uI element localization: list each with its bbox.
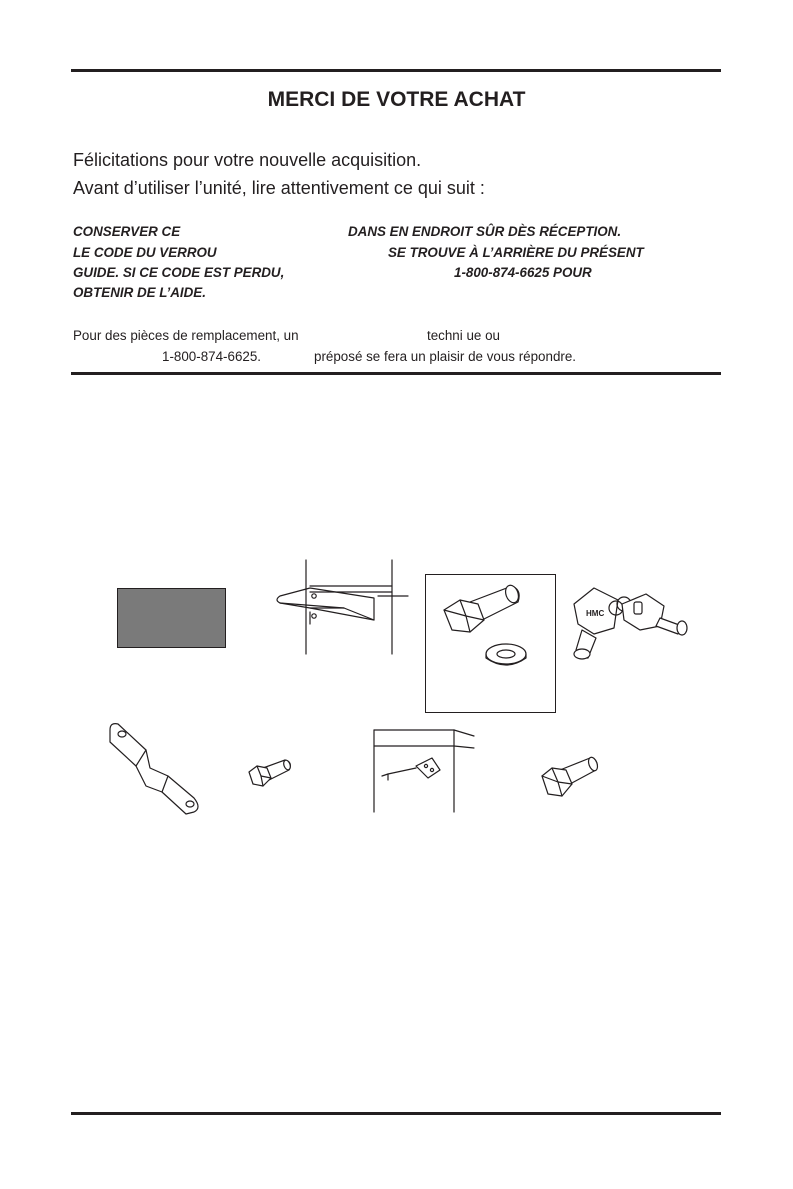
keys-illustration [560, 578, 700, 668]
gray-card-part [117, 588, 226, 648]
key-icon-2 [622, 594, 687, 635]
parts-line-2a: 1-800-874-6625. [162, 349, 262, 364]
small-bolt-illustration [245, 756, 295, 792]
warning-line-2a: LE CODE DU VERROU [73, 245, 217, 260]
warning-line-3a: GUIDE. SI CE CODE EST PERDU, [73, 265, 285, 280]
warning-line-4a: OBTENIR DE L’AIDE. [73, 285, 206, 300]
intro-line-1: Félicitations pour votre nouvelle acquisition. [73, 150, 422, 170]
strap-bracket-illustration [106, 720, 206, 820]
parts-line-1a: Pour des pièces de remplacement, un [73, 328, 299, 343]
bolt-washer-illustration [430, 580, 550, 690]
warning-line-1a: CONSERVER CE [73, 224, 181, 239]
middle-divider [71, 372, 721, 375]
page-title: MERCI DE VOTRE ACHAT [267, 88, 526, 111]
top-divider [71, 69, 721, 72]
washer-icon [486, 644, 526, 665]
large-bolt-illustration [538, 752, 604, 802]
warning-line-2b: SE TROUVE À L’ARRIÈRE DU PRÉSENT [388, 245, 644, 260]
intro-line-2: Avant d’utiliser l’unité, lire attentivement ce qui suit : [73, 178, 485, 198]
parts-line-2b: préposé se fera un plaisir de vous répondre. [314, 349, 577, 364]
warning-line-3b: 1-800-874-6625 POUR [454, 265, 592, 280]
bolt-icon [444, 583, 521, 632]
shelf-bracket-illustration [270, 558, 410, 658]
key-icon [574, 588, 631, 659]
warning-line-1b: DANS EN ENDROIT SÛR DÈS RÉCEPTION. [348, 224, 622, 239]
parts-line-1b: techni ue ou [427, 328, 500, 343]
cabinet-bracket-illustration [370, 728, 480, 814]
bottom-divider [71, 1112, 721, 1115]
key-tag-text: HMC [586, 609, 605, 618]
